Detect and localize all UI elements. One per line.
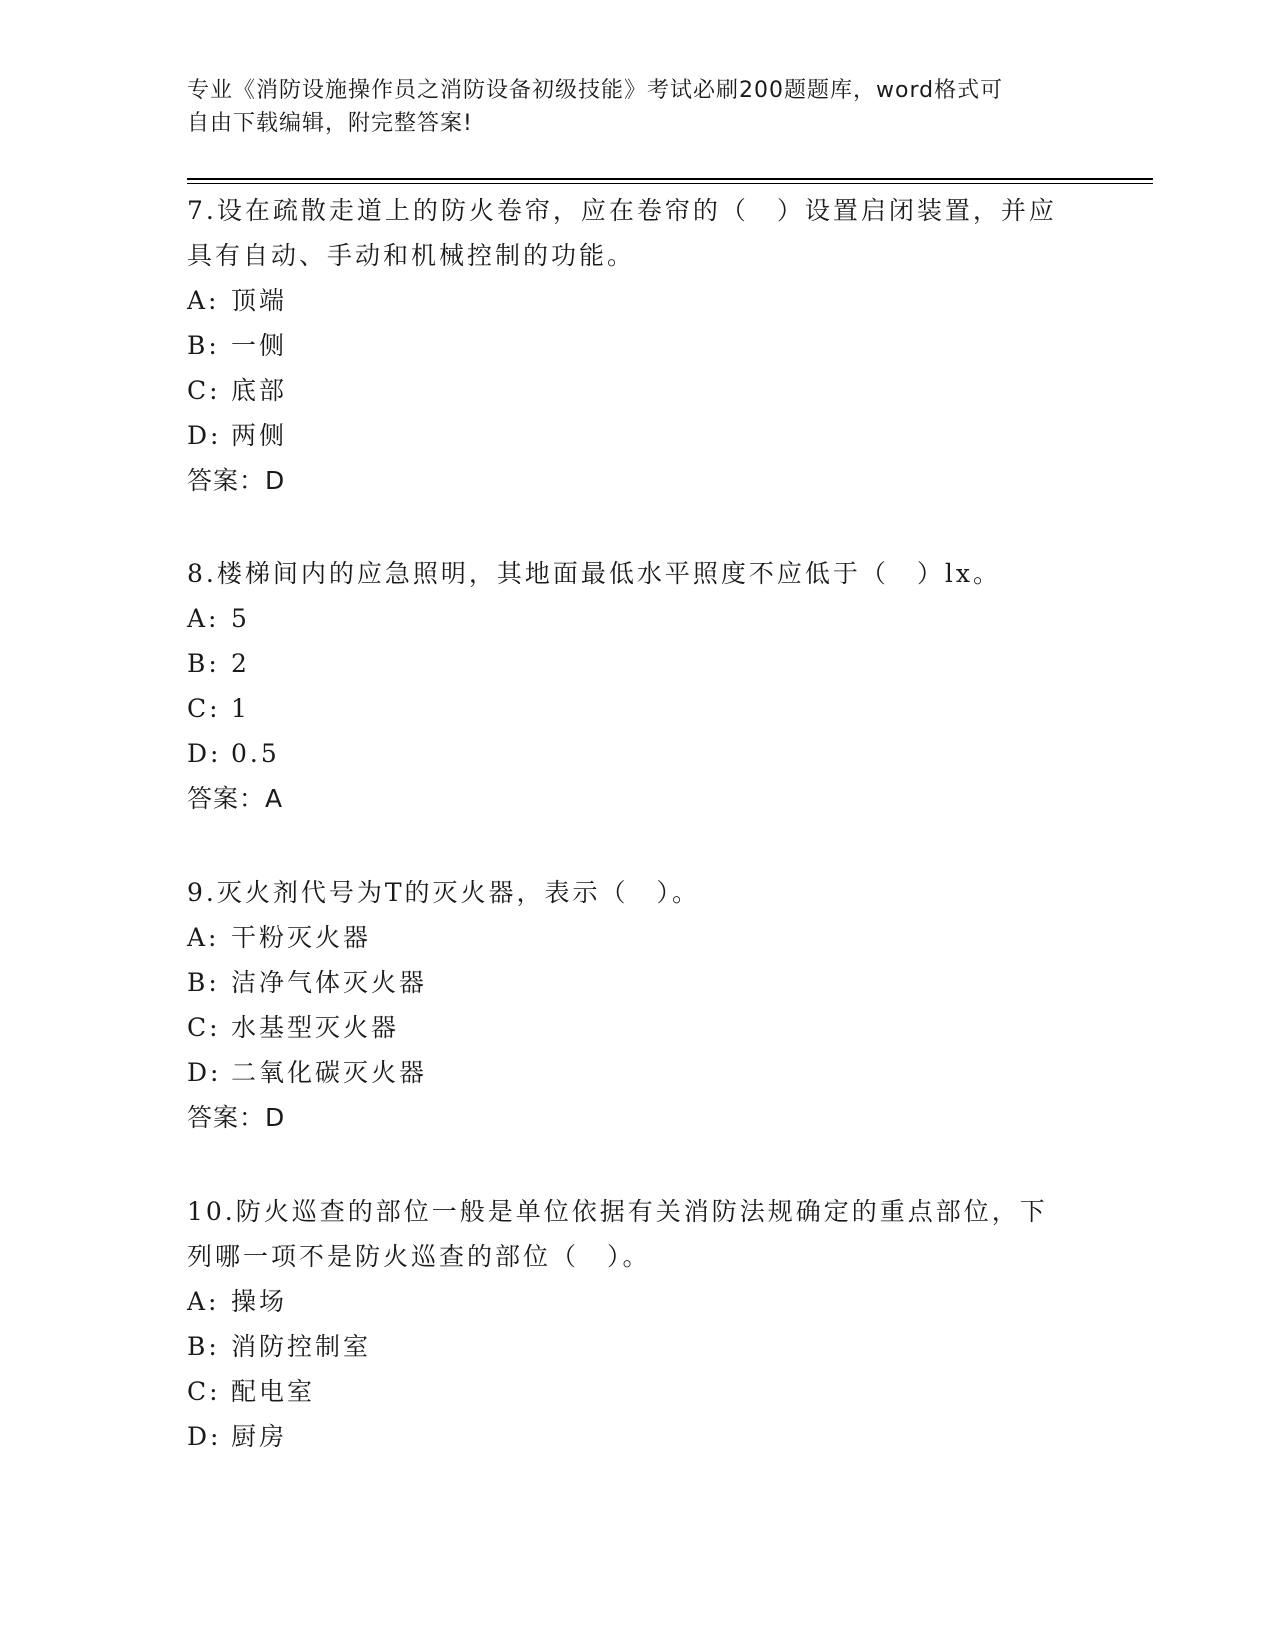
option-c — [187, 1369, 1067, 1414]
option-a — [187, 278, 1067, 323]
option-letter: C: — [187, 1377, 221, 1406]
option-d — [187, 731, 1067, 776]
option-b — [187, 641, 1067, 686]
option-d — [187, 413, 1067, 458]
option-c — [187, 368, 1067, 413]
option-c — [187, 686, 1067, 731]
answer-label: 答案：D — [187, 466, 286, 495]
option-letter: C: — [187, 1013, 221, 1042]
option-letter: A: — [187, 286, 220, 315]
question-stem: 9.灭火剂代号为T的灭火器，表示（ ）。 — [187, 878, 701, 907]
option-a — [187, 1279, 1067, 1324]
question-9 — [187, 870, 1067, 1140]
option-text: 消防控制室 — [231, 1332, 372, 1361]
option-text: 2 — [231, 649, 250, 678]
option-a — [187, 915, 1067, 960]
option-letter: A: — [187, 1287, 220, 1316]
answer-label: 答案：D — [187, 1103, 286, 1132]
option-letter: C: — [187, 376, 221, 405]
question-stem: 10.防火巡查的部位一般是单位依据有关消防法规确定的重点部位，下列哪一项不是防火巡查的部位（ ）。 — [187, 1197, 1048, 1271]
option-a — [187, 596, 1067, 641]
option-letter: D: — [187, 421, 222, 450]
question-10 — [187, 1189, 1067, 1459]
header-divider-thick — [187, 178, 1153, 180]
question-stem: 8.楼梯间内的应急照明，其地面最低水平照度不应低于（ ）lx。 — [187, 559, 1001, 588]
option-letter: B: — [187, 331, 220, 360]
header-divider-thin — [187, 183, 1153, 184]
option-letter: D: — [187, 739, 222, 768]
option-text: 底部 — [231, 376, 288, 405]
option-text: 5 — [231, 604, 250, 633]
option-b — [187, 323, 1067, 368]
option-c — [187, 1005, 1067, 1050]
option-text: 两侧 — [231, 421, 288, 450]
option-text: 洁净气体灭火器 — [231, 968, 428, 997]
option-d — [187, 1050, 1067, 1095]
option-letter: C: — [187, 694, 221, 723]
question-stem: 7.设在疏散走道上的防火卷帘，应在卷帘的（ ）设置启闭装置，并应具有自动、手动和机械控制的功能。 — [187, 196, 1057, 270]
option-text: 二氧化碳灭火器 — [231, 1058, 428, 1087]
option-letter: B: — [187, 649, 220, 678]
header-title-line-1: 专业《消防设施操作员之消防设备初级技能》考试必刷200题题库，word格式可 — [187, 78, 1004, 103]
option-text: 一侧 — [231, 331, 288, 360]
option-text: 水基型灭火器 — [231, 1013, 400, 1042]
question-8 — [187, 551, 1067, 821]
option-letter: D: — [187, 1058, 222, 1087]
option-letter: B: — [187, 1332, 220, 1361]
option-text: 操场 — [231, 1287, 288, 1316]
option-text: 干粉灭火器 — [231, 923, 372, 952]
option-text: 顶端 — [231, 286, 288, 315]
option-b — [187, 960, 1067, 1005]
option-letter: D: — [187, 1422, 222, 1451]
header-title-line-2: 自由下载编辑，附完整答案! — [187, 111, 473, 136]
option-b — [187, 1324, 1067, 1369]
option-text: 1 — [231, 694, 250, 723]
option-text: 0.5 — [231, 739, 280, 768]
option-text: 厨房 — [231, 1422, 288, 1451]
answer-label: 答案：A — [187, 784, 284, 813]
document-header — [187, 74, 1067, 140]
question-7 — [187, 188, 1067, 503]
option-letter: A: — [187, 923, 220, 952]
option-letter: A: — [187, 604, 220, 633]
option-text: 配电室 — [231, 1377, 316, 1406]
option-d — [187, 1414, 1067, 1459]
option-letter: B: — [187, 968, 220, 997]
